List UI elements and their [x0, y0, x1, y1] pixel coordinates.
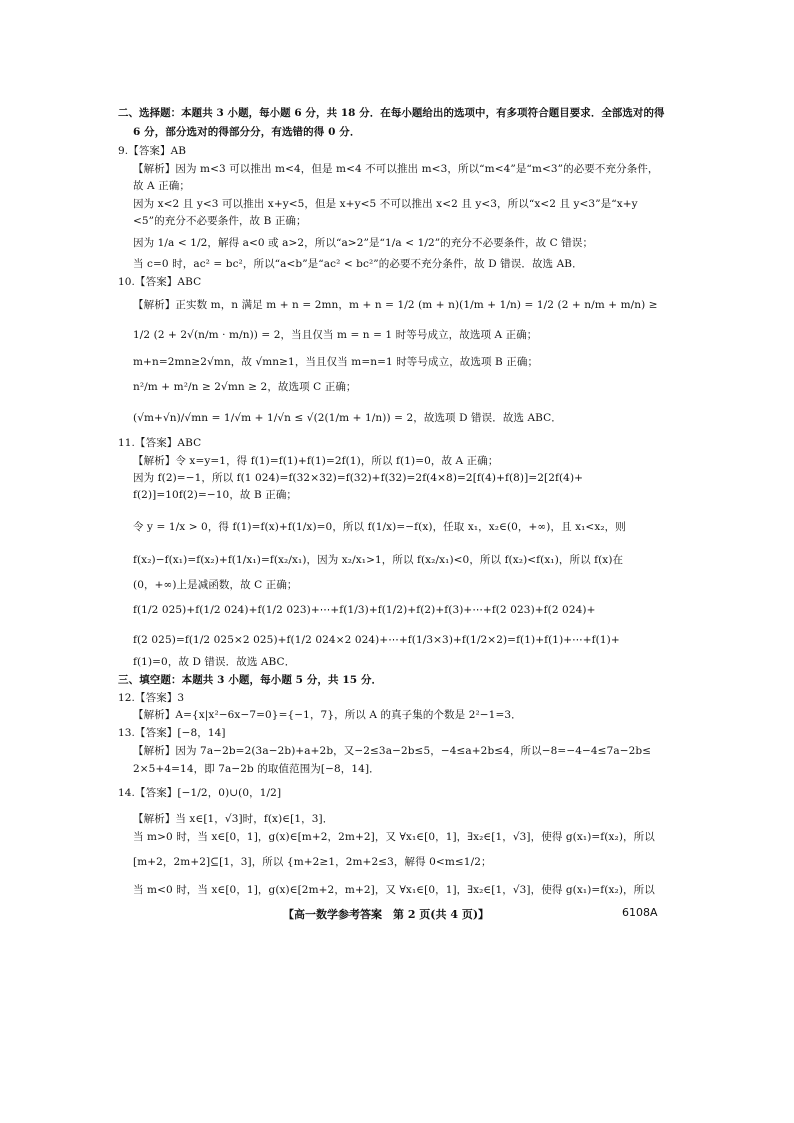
q9-analysis-line4: <5”的充分不必要条件，故 B 正确；	[133, 215, 307, 227]
section2-heading-line2: 6 分，部分选对的得部分分，有选错的得 0 分．	[133, 126, 361, 138]
q11-answer: 11.【答案】ABC	[118, 437, 202, 449]
page-footer-label: 【高一数学参考答案 第 2 页(共 4 页)】	[283, 908, 490, 921]
q11-analysis-line1: 【解析】令 x=y=1，得 f(1)=f(1)+f(1)=2f(1)，所以 f(1)=0，故 A 正确；	[133, 455, 499, 467]
q9-analysis-line2: 故 A 正确；	[133, 180, 190, 192]
q14-answer: 14.【答案】[−1/2，0)∪(0，1/2]	[118, 787, 282, 799]
q12-answer: 12.【答案】3	[118, 692, 185, 704]
q10-answer: 10.【答案】ABC	[118, 276, 202, 288]
q11-analysis-line6: (0，+∞)上是减函数，故 C 正确；	[133, 579, 298, 591]
q10-analysis-line2: 1/2 (2 + 2√(n/m · m/n)) = 2，当且仅当 m = n = 1 时等号成立，故选项 A 正确；	[133, 329, 538, 341]
q14-analysis-line4: 当 m<0 时，当 x∈[0，1]，g(x)∈[2m+2，m+2]，又 ∀x₁∈[0，1]，∃x₂∈[1，√3]，使得 g(x₁)=f(x₂)，所以	[133, 884, 655, 896]
q9-answer: 9.【答案】AB	[118, 145, 187, 157]
section3-heading: 三、填空题：本题共 3 小题，每小题 5 分，共 15 分．	[118, 674, 383, 686]
q11-analysis-line2: 因为 f(2)=−1，所以 f(1 024)=f(32×32)=f(32)+f(32)=2f(4×8)=2[f(4)+f(8)]=2[2f(4)+	[133, 472, 584, 484]
q11-analysis-line3: f(2)]=10f(2)=−10，故 B 正确；	[133, 489, 298, 501]
q11-analysis-line9: f(1)=0，故 D 错误．故选 ABC．	[133, 656, 296, 668]
q10-analysis-line1: 【解析】正实数 m，n 满足 m + n = 2mn，m + n = 1/2 (m + n)(1/m + 1/n) = 1/2 (2 + n/m + m/n) ≥	[133, 299, 658, 311]
q9-analysis-line3: 因为 x<2 且 y<3 可以推出 x+y<5，但是 x+y<5 不可以推出 x<2 且 y<3，所以“x<2 且 y<3”是“x+y	[133, 198, 638, 210]
q10-analysis-line4: n²/m + m²/n ≥ 2√mn ≥ 2，故选项 C 正确；	[133, 381, 357, 393]
q11-analysis-line4: 令 y = 1/x > 0，得 f(1)=f(x)+f(1/x)=0，所以 f(1/x)=−f(x)，任取 x₁，x₂∈(0，+∞)，且 x₁<x₂，则	[133, 521, 626, 533]
section2-heading-line1: 二、选择题：本题共 3 小题，每小题 6 分，共 18 分．在每小题给出的选项中，有多项符合题目要求．全部选对的得	[118, 107, 665, 119]
q10-analysis-line5: (√m+√n)/√mn = 1/√m + 1/√n ≤ √(2(1/m + 1/n)) = 2，故选项 D 错误．故选 ABC．	[133, 412, 562, 424]
q10-analysis-line3: m+n=2mn≥2√mn，故 √mn≥1，当且仅当 m=n=1 时等号成立，故选项 B 正确；	[133, 356, 539, 368]
q13-answer: 13.【答案】[−8，14]	[118, 727, 226, 739]
q9-analysis-line6: 当 c=0 时，ac² = bc²，所以“a<b”是“ac² < bc²”的必要不充分条件，故 D 错误．故选 AB．	[133, 258, 583, 270]
q13-analysis-line2: 2×5+4=14，即 7a−2b 的取值范围为[−8，14]．	[133, 763, 380, 775]
q14-analysis-line3: [m+2，2m+2]⊆[1，3]，所以 {m+2≥1，2m+2≤3，解得 0<m≤1/2；	[133, 856, 492, 868]
page-footer-code: 6108A	[622, 906, 658, 919]
q11-analysis-line5: f(x₂)−f(x₁)=f(x₂)+f(1/x₁)=f(x₂/x₁)，因为 x₂/x₁>1，所以 f(x₂/x₁)<0，所以 f(x₂)<f(x₁)，所以 f(x)在	[133, 554, 624, 566]
q14-analysis-line1: 【解析】当 x∈[1，√3]时，f(x)∈[1，3]．	[133, 813, 334, 825]
q11-analysis-line7: f(1/2 025)+f(1/2 024)+f(1/2 023)+⋯+f(1/3)+f(1/2)+f(2)+f(3)+⋯+f(2 023)+f(2 024)+	[133, 604, 596, 616]
q14-analysis-line2: 当 m>0 时，当 x∈[0，1]，g(x)∈[m+2，2m+2]，又 ∀x₁∈[0，1]，∃x₂∈[1，√3]，使得 g(x₁)=f(x₂)，所以	[133, 831, 655, 843]
q13-analysis-line1: 【解析】因为 7a−2b=2(3a−2b)+a+2b，又−2≤3a−2b≤5，−4≤a+2b≤4，所以−8=−4−4≤7a−2b≤	[133, 745, 652, 757]
q9-analysis-line5: 因为 1/a < 1/2，解得 a<0 或 a>2，所以“a>2”是“1/a < 1/2”的充分不必要条件，故 C 错误；	[133, 237, 594, 249]
q9-analysis-line1: 【解析】因为 m<3 可以推出 m<4，但是 m<4 不可以推出 m<3，所以“m<4”是“m<3”的必要不充分条件，	[133, 163, 659, 175]
q12-analysis-line1: 【解析】A={x|x²−6x−7=0}={−1，7}，所以 A 的真子集的个数是 2²−1=3．	[133, 709, 522, 721]
q11-analysis-line8: f(2 025)=f(1/2 025×2 025)+f(1/2 024×2 024)+⋯+f(1/3×3)+f(1/2×2)=f(1)+f(1)+⋯+f(1)+	[133, 634, 620, 646]
